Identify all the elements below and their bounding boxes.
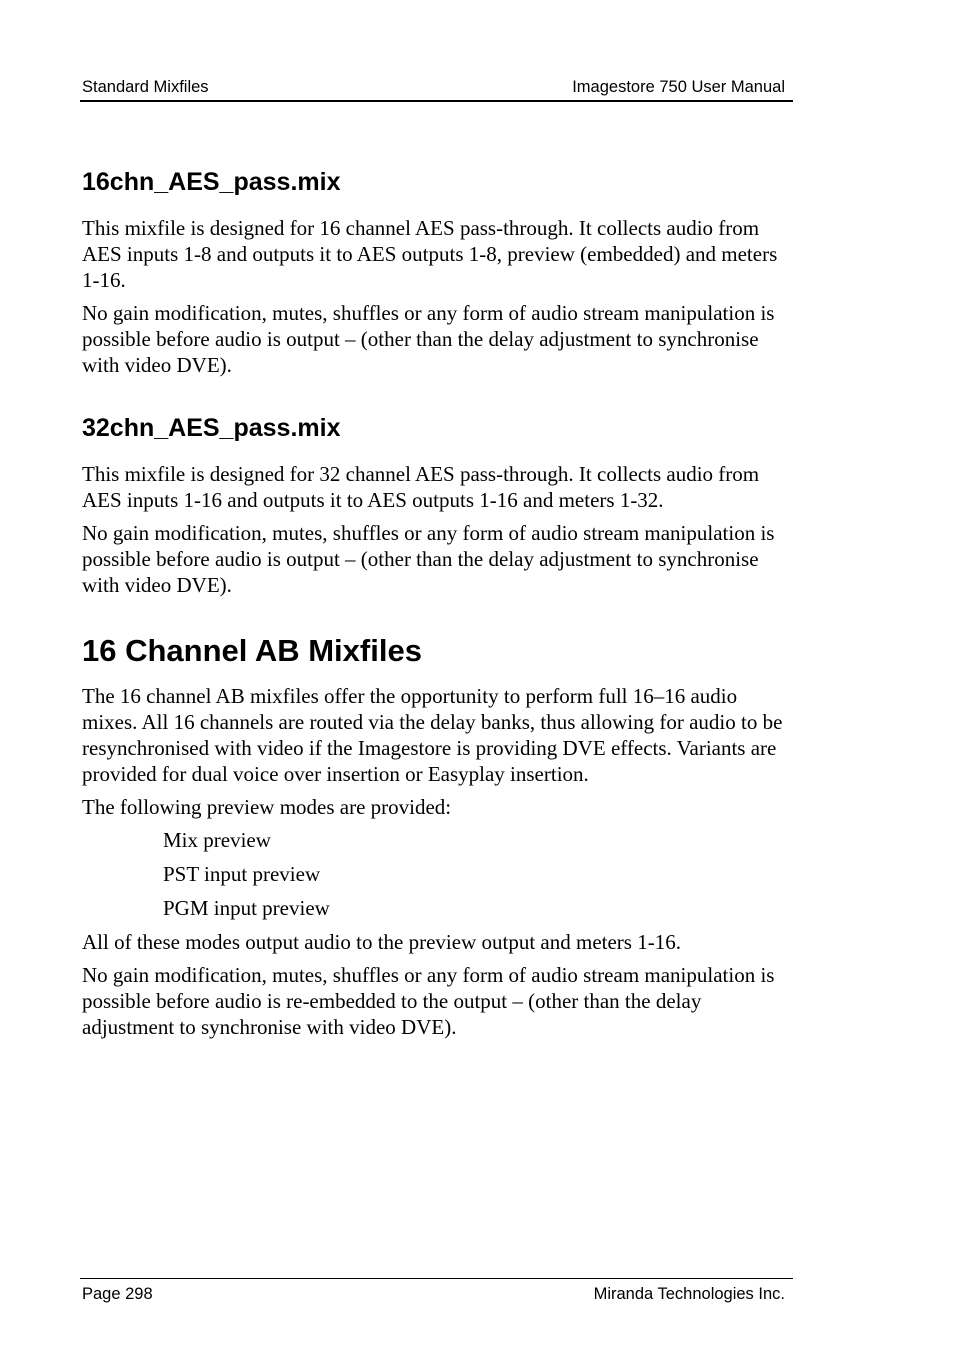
page-footer [80, 1278, 793, 1309]
list-item: PGM input preview [163, 896, 330, 920]
chapter-heading: 16 Channel AB Mixfiles [82, 633, 422, 668]
preview-modes-list [82, 827, 797, 921]
section-16chn-aes-pass [82, 166, 797, 378]
section-heading: 16chn_AES_pass.mix [82, 168, 341, 196]
header-section-title: Standard Mixfiles [82, 78, 209, 96]
preview-modes-lead: The following preview modes are provided: [82, 795, 452, 819]
section-paragraph: This mixfile is designed for 16 channel AES pass-through. It collects audio from AES inputs 1-8 and outputs it to AES outputs 1-8, preview (embedded) and meters 1-16. [82, 216, 778, 292]
preview-modes-summary: All of these modes output audio to the preview output and meters 1-16. [82, 930, 681, 954]
page-header [80, 76, 793, 102]
page-content [82, 166, 797, 1047]
section-paragraph: This mixfile is designed for 32 channel AES pass-through. It collects audio from AES inputs 1-16 and outputs it to AES outputs 1-16 and meters 1-32. [82, 462, 760, 512]
footer-company: Miranda Technologies Inc. [593, 1285, 785, 1303]
chapter-closing-paragraph: No gain modification, mutes, shuffles or any form of audio stream manipulation is possible before audio is re-embedded to the output – (other than the delay adjustment to synchronise with video DVE). [82, 963, 775, 1039]
section-paragraph: No gain modification, mutes, shuffles or any form of audio stream manipulation is possible before audio is output – (other than the delay adjustment to synchronise with video DVE). [82, 521, 775, 597]
list-item: PST input preview [163, 862, 321, 886]
chapter-intro-paragraph: The 16 channel AB mixfiles offer the opportunity to perform full 16–16 audio mixes. All 16 channels are routed via the delay banks, thus allowing for audio to be resynchronised with video if the Imagestore is providing DVE effects. Variants are provided for dual voice over insertion or Easyplay insertion. [82, 684, 783, 786]
section-heading: 32chn_AES_pass.mix [82, 414, 341, 442]
chapter-16-channel-ab-mixfiles [82, 632, 797, 1040]
section-32chn-aes-pass [82, 412, 797, 598]
section-paragraph: No gain modification, mutes, shuffles or any form of audio stream manipulation is possible before audio is output – (other than the delay adjustment to synchronise with video DVE). [82, 301, 775, 377]
header-manual-title: Imagestore 750 User Manual [572, 78, 785, 96]
list-item: Mix preview [163, 828, 271, 852]
page-number: Page 298 [82, 1285, 153, 1303]
